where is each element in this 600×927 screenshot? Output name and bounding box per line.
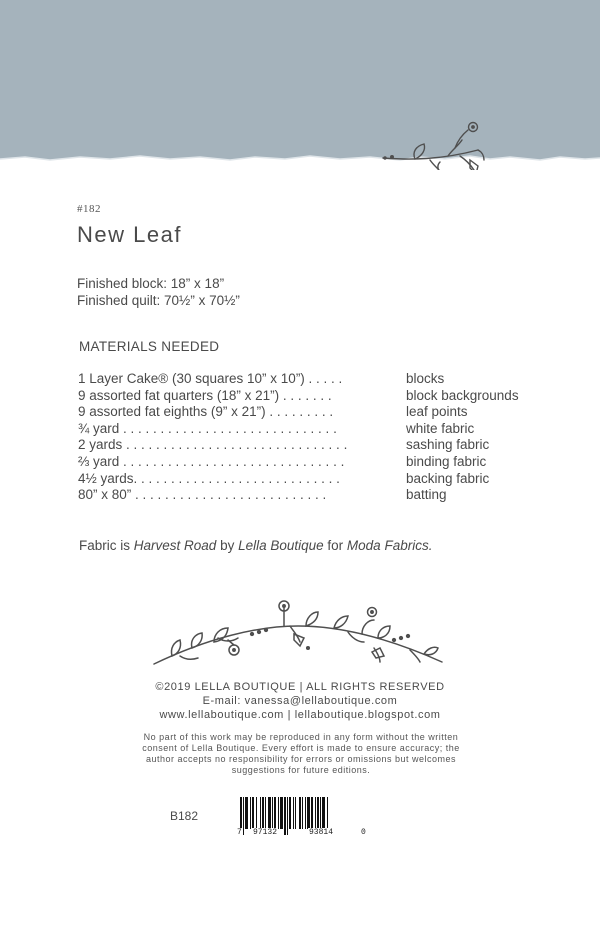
floral-vine-icon — [148, 598, 448, 670]
barcode-bar — [278, 797, 279, 829]
material-use: binding fabric — [406, 453, 487, 469]
barcode-digit-left: 7 — [237, 828, 242, 837]
material-item: 4½ yards. . . . . . . . . . . . . . . . . . . . . . . . . . . . — [78, 470, 340, 486]
material-use: white fabric — [406, 420, 475, 436]
finished-quilt-size: Finished quilt: 70½” x 70½” — [77, 293, 240, 308]
barcode-digit-right: 0 — [361, 828, 366, 837]
fabric-note — [79, 538, 432, 553]
barcode-bar — [250, 797, 251, 829]
materials-list — [78, 371, 548, 504]
barcode-bar — [302, 797, 303, 829]
barcode-bar — [305, 797, 306, 829]
barcode — [236, 797, 368, 841]
material-item: 1 Layer Cake® (30 squares 10” x 10”) . . . . . — [78, 371, 343, 386]
material-item: 9 assorted fat eighths (9” x 21”) . . . . . . . . . — [78, 404, 334, 420]
material-use: leaf points — [406, 404, 468, 420]
barcode-bar — [299, 797, 301, 829]
barcode-bar — [317, 797, 319, 829]
barcode-bar — [315, 797, 316, 829]
header-banner — [0, 0, 600, 170]
fabric-note-by: by — [216, 538, 239, 553]
material-row — [78, 388, 548, 405]
material-row — [78, 471, 548, 488]
barcode-bar — [280, 797, 283, 829]
material-row — [78, 454, 548, 471]
barcode-bar — [293, 797, 294, 829]
barcode-bar — [322, 797, 325, 829]
finished-sizes — [77, 275, 240, 309]
fabric-note-prefix: Fabric is — [79, 538, 134, 553]
material-item: ⅔ yard . . . . . . . . . . . . . . . . . . . . . . . . . . . . . . — [78, 453, 345, 469]
barcode-bar — [272, 797, 273, 829]
barcode-bar — [295, 797, 296, 829]
material-use: backing fabric — [406, 470, 490, 486]
material-use: block backgrounds — [406, 387, 519, 403]
barcode-digits — [236, 828, 368, 840]
floral-vine-ornament — [148, 598, 448, 675]
finished-block-size: Finished block: 18” x 18” — [77, 276, 225, 291]
material-item: ¾ yard . . . . . . . . . . . . . . . . . . . . . . . . . . . . . — [78, 420, 337, 436]
manufacturer-name: Moda Fabrics. — [346, 538, 433, 553]
material-use: blocks — [406, 371, 445, 386]
product-code: B182 — [170, 809, 199, 823]
material-row — [78, 437, 548, 454]
banner-fill — [0, 0, 600, 160]
pattern-number: #182 — [77, 203, 101, 215]
barcode-bar — [260, 797, 261, 829]
material-row — [78, 487, 548, 504]
torn-paper-banner — [0, 0, 600, 170]
barcode-bar — [265, 797, 266, 829]
material-row — [78, 371, 548, 388]
barcode-bar — [256, 797, 257, 829]
email-line: E-mail: vanessa@lellaboutique.com — [202, 695, 398, 707]
copyright-line: ©2019 LELLA BOUTIQUE | ALL RIGHTS RESERVED — [155, 681, 445, 693]
barcode-bar — [311, 797, 313, 829]
copyright-disclaimer: No part of this work may be reproduced in any form without the written consent of Lella Boutique. Every effort is made to ensure accuracy; the author accepts no responsibility for errors or omissions but welcomes suggestions for future editions. — [142, 732, 460, 775]
fabric-note-for: for — [323, 538, 347, 553]
barcode-bar — [268, 797, 271, 829]
barcode-bar — [252, 797, 254, 829]
material-item: 2 yards . . . . . . . . . . . . . . . . . . . . . . . . . . . . . . — [78, 437, 348, 453]
material-use: batting — [406, 487, 447, 503]
barcode-digits-group-2: 93814 — [309, 828, 334, 837]
barcode-bar — [245, 797, 248, 829]
materials-heading: MATERIALS NEEDED — [79, 339, 220, 354]
material-item: 80” x 80” . . . . . . . . . . . . . . . . . . . . . . . . . . — [78, 487, 327, 503]
material-use: sashing fabric — [406, 437, 490, 453]
material-row — [78, 421, 548, 438]
material-item: 9 assorted fat quarters (18” x 21”) . . . . . . . — [78, 387, 332, 403]
website-line: www.lellaboutique.com | lellaboutique.blogspot.com — [159, 709, 441, 721]
barcode-digits-group-1: 97132 — [253, 828, 278, 837]
designer-name: Lella Boutique — [238, 538, 324, 553]
page-title: New Leaf — [77, 222, 182, 247]
barcode-bar — [289, 797, 291, 829]
barcode-bar — [307, 797, 310, 829]
barcode-bar — [274, 797, 276, 829]
barcode-bar — [262, 797, 264, 829]
barcode-bar — [320, 797, 321, 829]
material-row — [78, 404, 548, 421]
fabric-collection-name: Harvest Road — [133, 538, 217, 553]
